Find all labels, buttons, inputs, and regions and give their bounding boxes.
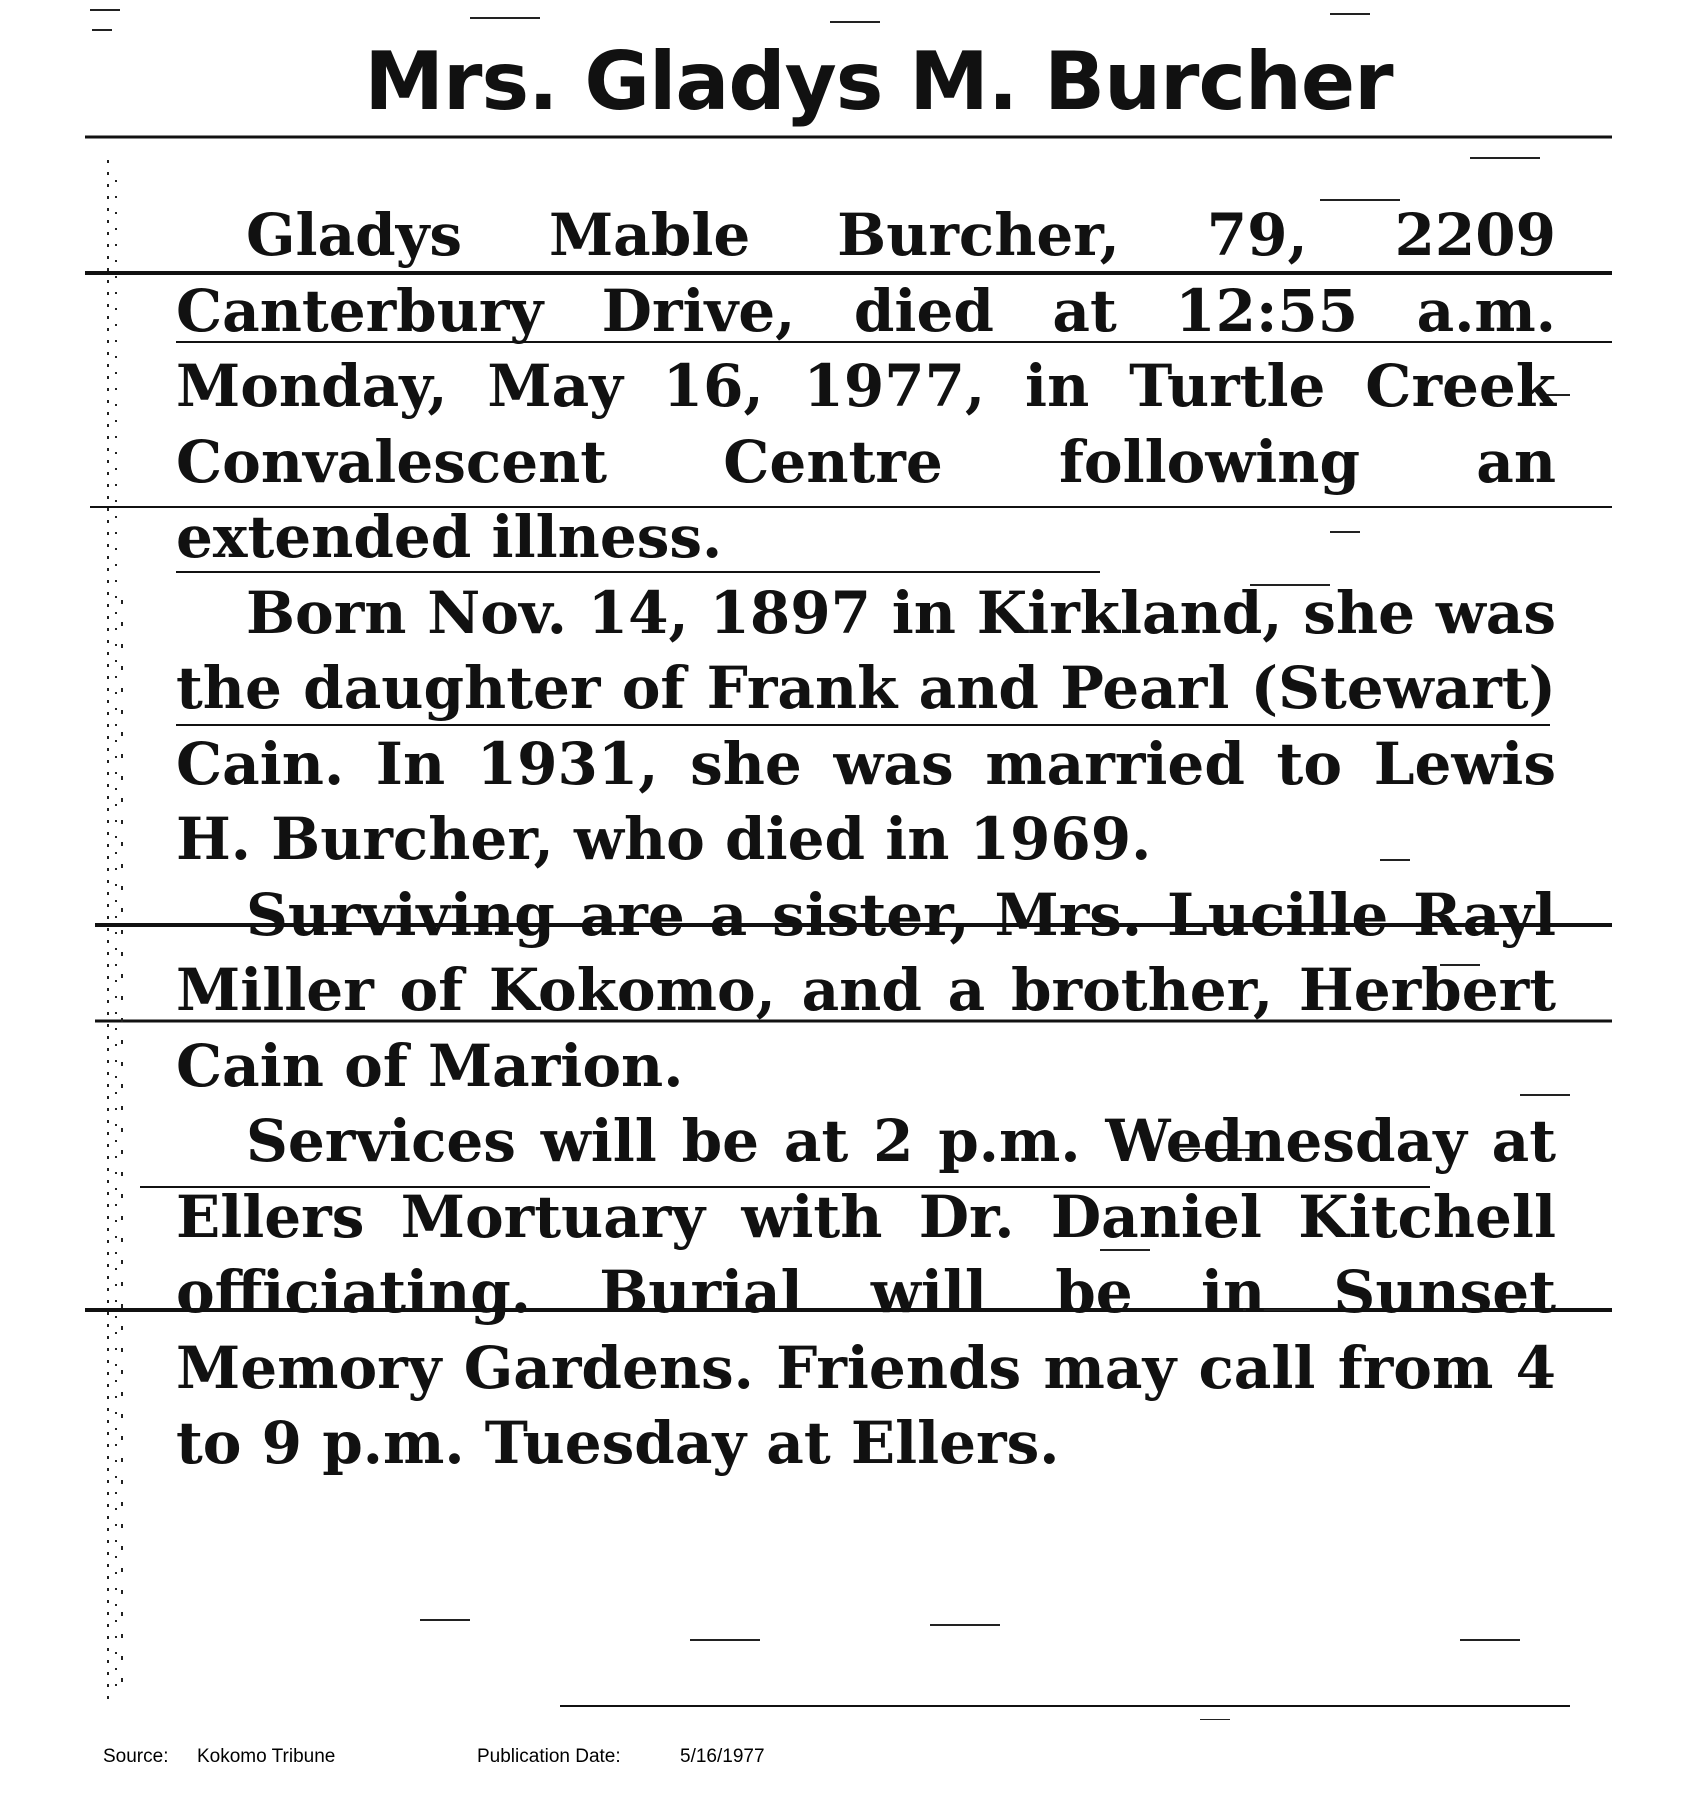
publication-date-label: Publication Date:: [477, 1746, 621, 1767]
source-value: Kokomo Tribune: [197, 1746, 336, 1767]
paragraph-survivors: Surviving are a sister, Mrs. Lucille Rayl Miller of Kokomo, and a brother, Herbert Cain of Marion.: [176, 880, 1556, 1100]
citation-footer: [0, 1746, 1697, 1776]
obituary-headline: Mrs. Gladys M. Burcher: [364, 35, 1393, 128]
paragraph-services: Services will be at 2 p.m. Wednesday at Ellers Mortuary with Dr. Daniel Kitchell officiating. Burial will be in Sunset Memory Gardens. Friends may call from 4 to 9 p.m. Tuesday at Ellers.: [176, 1107, 1556, 1477]
paragraph-biography: Born Nov. 14, 1897 in Kirkland, she was the daughter of Frank and Pearl (Stewart) Cain. In 1931, she was married to Lewis H. Burcher, who died in 1969.: [176, 578, 1556, 873]
source-label: Source:: [103, 1746, 169, 1767]
publication-date-value: 5/16/1977: [680, 1746, 765, 1767]
obituary-body: [176, 198, 1556, 1482]
paragraph-death-notice: Gladys Mable Burcher, 79, 2209 Canterbury Drive, died at 12:55 a.m. Monday, May 16, 1977, in Turtle Creek Convalescent Centre following an extended illness.: [176, 201, 1556, 571]
